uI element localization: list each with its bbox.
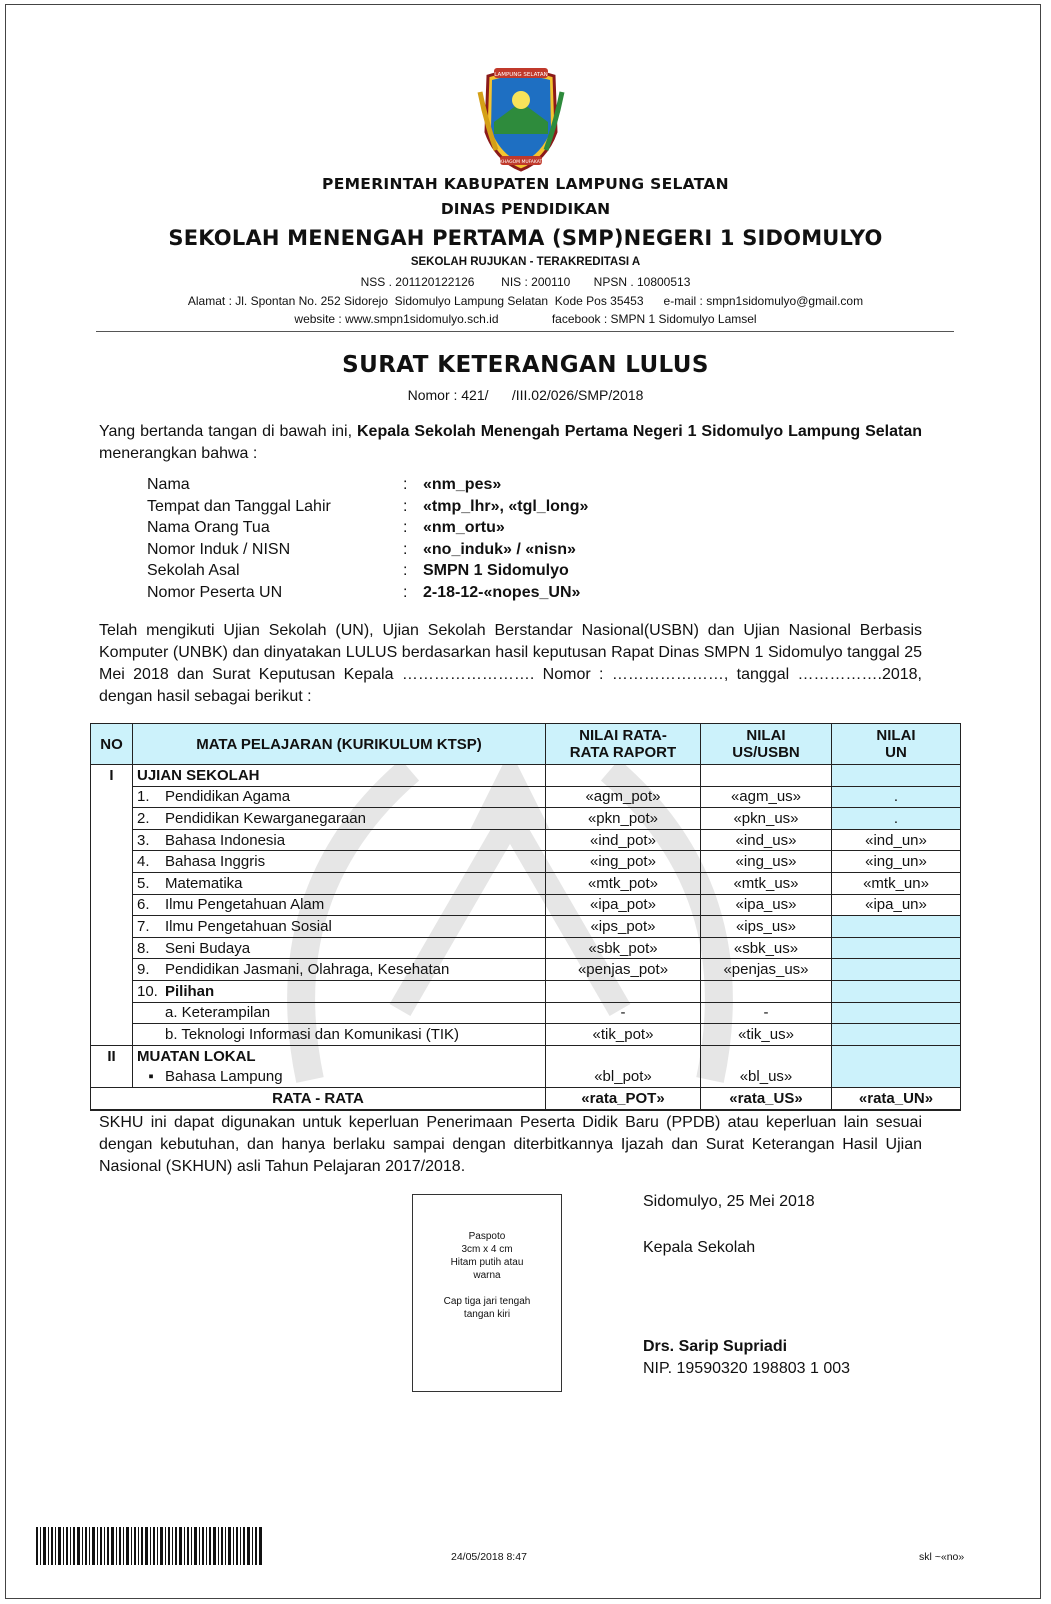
header-school-name: SEKOLAH MENENGAH PERTAMA (SMP)NEGERI 1 SIDOMULYO xyxy=(168,226,883,250)
identity-value: «tmp_lhr», «tgl_long» xyxy=(423,497,589,515)
photo-text: tangan kiri xyxy=(463,1309,511,1320)
us-value: «pkn_us» xyxy=(701,808,832,830)
photo-text: Paspoto xyxy=(468,1231,506,1242)
raport-value: «penjas_pot» xyxy=(546,959,701,981)
table-row: 6. Ilmu Pengetahuan Alam «ipa_pot» «ipa_us» «ipa_un» xyxy=(91,894,961,916)
header-divider xyxy=(96,331,954,332)
header-raport: NILAI RATA- RATA RAPORT xyxy=(546,724,701,765)
pilihan-title: Pilihan xyxy=(165,982,215,1000)
identity-label: Tempat dan Tanggal Lahir xyxy=(147,497,331,515)
intro-text-c: menerangkan bahwa : xyxy=(99,445,258,462)
table-row: 1. Pendidikan Agama «agm_pot» «agm_us» . xyxy=(91,786,961,808)
table-row: 10. Pilihan xyxy=(91,980,961,1002)
signer-position: Kepala Sekolah xyxy=(643,1239,756,1256)
footer-timestamp: 24/05/2018 8:47 xyxy=(451,1551,527,1563)
identity-label: Sekolah Asal xyxy=(147,562,240,579)
identity-value: 2-18-12-«nopes_UN» xyxy=(423,583,581,601)
us-value: - xyxy=(701,1002,832,1024)
place-date: Sidomulyo, 25 Mei 2018 xyxy=(643,1193,815,1210)
identity-value: «nm_pes» xyxy=(423,476,502,493)
average-un: «rata_UN» xyxy=(832,1087,961,1109)
identity-label: Nama xyxy=(147,476,190,493)
grades-table xyxy=(90,723,961,1111)
table-row: 9. Pendidikan Jasmani, Olahraga, Kesehatan «penjas_pot» «penjas_us» xyxy=(91,959,961,981)
subject-name: Ilmu Pengetahuan Sosial xyxy=(165,917,332,935)
us-value: «ind_us» xyxy=(701,829,832,851)
statement-paragraph: Telah mengikuti Ujian Sekolah (UN), Ujian Sekolah Berstandar Nasional(USBN) dan Ujian Nasional Berbasis Komputer (UNBK) dan dinyatakan LULUS berdasarkan hasil keputusan Rapat Dinas SMPN 1 Sidomulyo tanggal 25 Mei 2018 dan Surat Keputusan Kepala ……………………. Nomor : …………………, tanggal …………….2018, dengan hasil sebagai berikut : xyxy=(99,622,922,705)
footer-code: skl ~«no» xyxy=(919,1551,965,1563)
us-value: «mtk_us» xyxy=(701,872,832,894)
subject-name: Matematika xyxy=(165,874,243,892)
average-us: «rata_US» xyxy=(701,1087,832,1109)
table-header-row xyxy=(91,724,961,765)
photo-text: Cap tiga jari tengah xyxy=(443,1296,531,1307)
us-value: «ipa_us» xyxy=(701,894,832,916)
subject-name: a. Keterampilan xyxy=(165,1004,271,1022)
raport-value: «sbk_pot» xyxy=(546,937,701,959)
table-row: 5. Matematika «mtk_pot» «mtk_us» «mtk_un» xyxy=(91,872,961,894)
un-value: «mtk_un» xyxy=(832,872,961,894)
barcode xyxy=(36,1527,262,1565)
photo-text: Hitam putih atau xyxy=(450,1257,524,1268)
un-value: «ind_un» xyxy=(832,829,961,851)
us-value: «bl_us» xyxy=(701,1066,832,1087)
subject-name: Seni Budaya xyxy=(165,939,251,957)
identity-label: Nama Orang Tua xyxy=(147,519,270,536)
header-accreditation: SEKOLAH RUJUKAN - TERAKREDITASI A xyxy=(410,256,641,268)
un-value xyxy=(832,959,961,981)
identity-value: «nm_ortu» xyxy=(423,519,505,536)
un-value: «ipa_un» xyxy=(832,894,961,916)
header-subject: MATA PELAJARAN (KURIKULUM KTSP) xyxy=(133,724,546,765)
signer-nip: NIP. 19590320 198803 1 003 xyxy=(643,1360,851,1377)
subject-name: Bahasa Indonesia xyxy=(165,831,286,849)
document-number: Nomor : 421/ /III.02/026/SMP/2018 xyxy=(407,387,644,403)
raport-value: «ipa_pot» xyxy=(546,894,701,916)
us-value: «ips_us» xyxy=(701,916,832,938)
us-value: «sbk_us» xyxy=(701,937,832,959)
us-value: «agm_us» xyxy=(701,786,832,808)
table-row: 7. Ilmu Pengetahuan Sosial «ips_pot» «ips_us» xyxy=(91,916,961,938)
raport-value: «agm_pot» xyxy=(546,786,701,808)
identity-value: SMPN 1 Sidomulyo xyxy=(423,562,569,579)
average-label: RATA - RATA xyxy=(91,1087,546,1109)
us-value: «tik_us» xyxy=(701,1024,832,1046)
identity-block xyxy=(147,474,588,603)
subject-name: Bahasa Lampung xyxy=(165,1068,283,1086)
closing-paragraph: SKHU ini dapat digunakan untuk keperluan Penerimaan Peserta Didik Baru (PPDB) atau keperluan lain sesuai dengan kebutuhan, dan hanya berlaku sampai dengan diterbitkannya Ijazah dan Surat Keterangan Hasil Ujian Nasional (SKHUN) asli Tahun Pelajaran 2017/2018. xyxy=(99,1114,922,1175)
regency-logo xyxy=(476,62,566,174)
photo-text: warna xyxy=(473,1270,501,1281)
raport-value: «tik_pot» xyxy=(546,1024,701,1046)
identity-row: Nomor Peserta UN : 2-18-12-«nopes_UN» xyxy=(147,582,588,604)
logo-ribbon-top: LAMPUNG SELATAN xyxy=(494,72,548,78)
section-number: II xyxy=(91,1045,133,1066)
identity-row: Nomor Induk / NISN : «no_induk» / «nisn» xyxy=(147,539,588,561)
raport-value: «ind_pot» xyxy=(546,829,701,851)
section-number: I xyxy=(91,765,133,787)
raport-value: «ing_pot» xyxy=(546,851,701,873)
header-no: NO xyxy=(91,724,133,765)
un-value xyxy=(832,916,961,938)
header-government: PEMERINTAH KABUPATEN LAMPUNG SELATAN xyxy=(322,175,729,193)
identity-label: Nomor Peserta UN xyxy=(147,583,283,601)
identity-label: Nomor Induk / NISN xyxy=(147,540,291,558)
table-row xyxy=(91,1045,961,1066)
subject-name: Pendidikan Jasmani, Olahraga, Kesehatan xyxy=(165,961,450,979)
table-row: 3. Bahasa Indonesia «ind_pot» «ind_us» «ind_un» xyxy=(91,829,961,851)
identity-row: Sekolah Asal : SMPN 1 Sidomulyo xyxy=(147,560,588,582)
identity-row: Tempat dan Tanggal Lahir : «tmp_lhr», «tgl_long» xyxy=(147,496,588,518)
header-ids: NSS . 201120122126 NIS : 200110 NPSN . 10800513 xyxy=(360,275,691,289)
section-title: UJIAN SEKOLAH xyxy=(133,765,546,787)
header-department: DINAS PENDIDIKAN xyxy=(440,200,611,218)
subject-name: b. Teknologi Informasi dan Komunikasi (TIK) xyxy=(165,1025,460,1043)
intro-paragraph xyxy=(99,421,922,465)
section-title: MUATAN LOKAL xyxy=(133,1045,546,1066)
raport-value: «ips_pot» xyxy=(546,916,701,938)
table-row: 4. Bahasa Inggris «ing_pot» «ing_us» «ing_un» xyxy=(91,851,961,873)
subject-name: Bahasa Inggris xyxy=(165,853,266,871)
intro-text-bold: Kepala Sekolah Menengah Pertama Negeri 1 Sidomulyo Lampung Selatan xyxy=(356,423,922,440)
us-value: «ing_us» xyxy=(701,851,832,873)
table-row xyxy=(91,1002,961,1024)
raport-value: «mtk_pot» xyxy=(546,872,701,894)
subject-name: Pendidikan Kewarganegaraan xyxy=(165,809,366,827)
raport-value: «pkn_pot» xyxy=(546,808,701,830)
subject-name: Pendidikan Agama xyxy=(165,788,291,806)
signer-name: Drs. Sarip Supriadi xyxy=(643,1338,788,1355)
raport-value: «bl_pot» xyxy=(546,1066,701,1087)
table-row: ▪ Bahasa Lampung «bl_pot» «bl_us» xyxy=(91,1066,961,1087)
un-value xyxy=(832,937,961,959)
header-address: Alamat : Jl. Spontan No. 252 Sidorejo Sidomulyo Lampung Selatan Kode Pos 35453 e-mail : smpn1sidomulyo@gmail.com xyxy=(187,294,864,308)
photo-text: 3cm x 4 cm xyxy=(461,1244,513,1255)
un-value: . xyxy=(832,808,961,830)
identity-row: Nama Orang Tua : «nm_ortu» xyxy=(147,517,588,539)
photo-placeholder xyxy=(412,1194,562,1392)
table-row: 8. Seni Budaya «sbk_pot» «sbk_us» xyxy=(91,937,961,959)
document-title: SURAT KETERANGAN LULUS xyxy=(342,352,709,378)
table-row: 2. Pendidikan Kewarganegaraan «pkn_pot» «pkn_us» . xyxy=(91,808,961,830)
logo-ribbon-bottom: KHAGOM MUFAKAT xyxy=(499,160,543,165)
us-value: «penjas_us» xyxy=(701,959,832,981)
intro-text-a: Yang bertanda tangan di bawah ini, xyxy=(99,423,357,440)
average-row xyxy=(91,1087,961,1109)
raport-value: - xyxy=(546,1002,701,1024)
header-un: NILAI UN xyxy=(832,724,961,765)
table-row xyxy=(91,765,961,787)
identity-value: «no_induk» / «nisn» xyxy=(423,540,576,558)
identity-row: Nama : «nm_pes» xyxy=(147,474,588,496)
table-row xyxy=(91,1024,961,1046)
average-raport: «rata_POT» xyxy=(546,1087,701,1109)
subject-name: Ilmu Pengetahuan Alam xyxy=(165,896,325,914)
un-value: «ing_un» xyxy=(832,851,961,873)
header-us: NILAI US/USBN xyxy=(701,724,832,765)
un-value: . xyxy=(832,786,961,808)
header-web: website : www.smpn1sidomulyo.sch.id facebook : SMPN 1 Sidomulyo Lamsel xyxy=(294,312,757,326)
